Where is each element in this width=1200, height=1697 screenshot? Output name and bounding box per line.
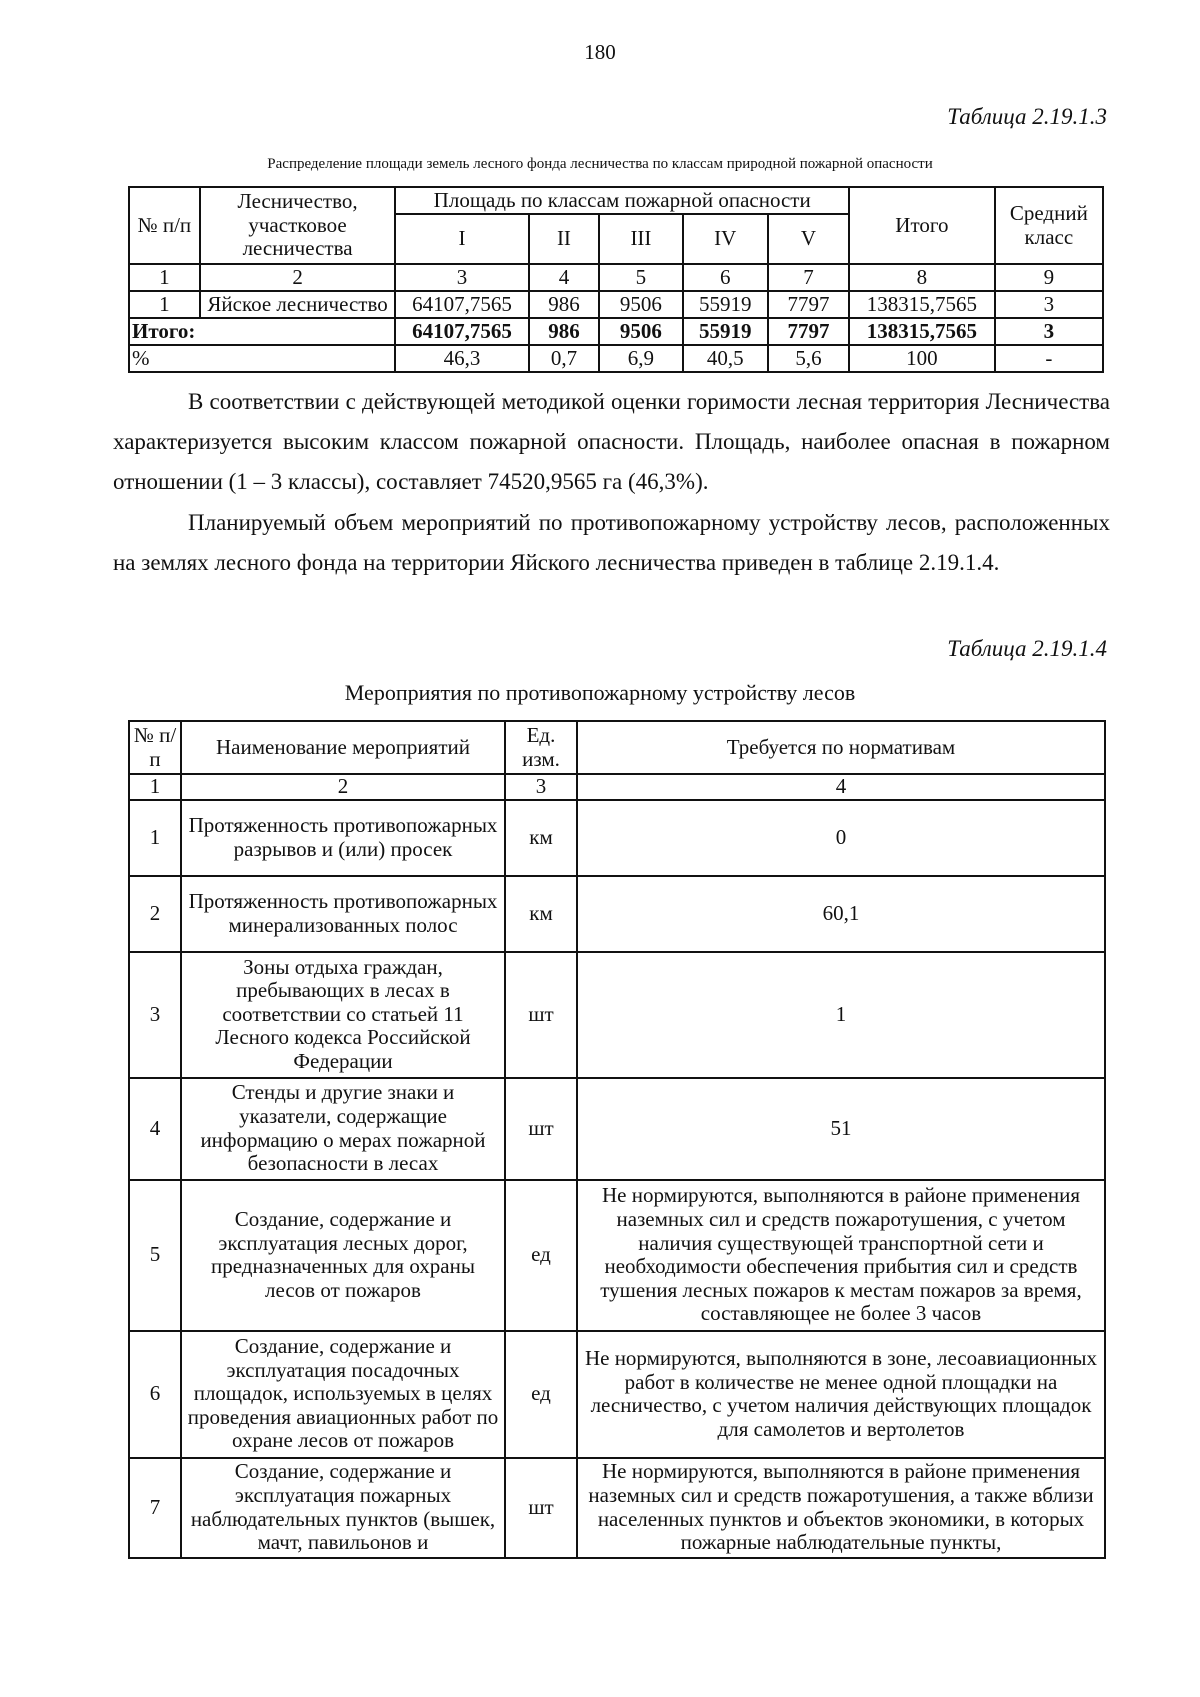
table-cell: Протяженность противопожарных разрывов и (или) просек bbox=[181, 800, 505, 876]
table-cell: 2 bbox=[129, 876, 181, 952]
table-cell: 138315,7565 bbox=[849, 291, 995, 318]
table-row bbox=[129, 1078, 1105, 1180]
table-row bbox=[129, 1458, 1105, 1558]
header-num: № п/п bbox=[129, 721, 181, 774]
table-cell: 3 bbox=[129, 952, 181, 1078]
table-cell: 3 bbox=[995, 291, 1103, 318]
header-class: V bbox=[768, 214, 849, 264]
table-cell: 55919 bbox=[683, 318, 768, 345]
table-cell: 8 bbox=[849, 264, 995, 291]
table-cell: 6,9 bbox=[599, 345, 682, 372]
header-total: Итого bbox=[849, 187, 995, 264]
table-cell: 100 bbox=[849, 345, 995, 372]
header-requirement: Требуется по нормативам bbox=[577, 721, 1105, 774]
total-row bbox=[129, 318, 1103, 345]
table-cell: 1 bbox=[129, 264, 200, 291]
table-cell: Создание, содержание и эксплуатация пожарных наблюдательных пунктов (вышек, мачт, павильонов и bbox=[181, 1458, 505, 1558]
table-cell: ед bbox=[505, 1331, 577, 1458]
table-cell: 1 bbox=[129, 774, 181, 800]
table-cell: шт bbox=[505, 1458, 577, 1558]
table-cell: 64107,7565 bbox=[395, 318, 528, 345]
header-forestry: Лесничество, участковое лесничества bbox=[200, 187, 396, 264]
header-num: № п/п bbox=[129, 187, 200, 264]
table-cell: Не нормируются, выполняются в районе применения наземных сил и средств пожаротушения, с учетом наличия существующей транспортной сети и необходимости обеспечения прибытия сил и средств тушения лесных пожаров к местам пожаров за время, составляющее не более 3 часов bbox=[577, 1180, 1105, 1331]
table-cell: 4 bbox=[129, 1078, 181, 1180]
table-cell: Стенды и другие знаки и указатели, содержащие информацию о мерах пожарной безопасности в лесах bbox=[181, 1078, 505, 1180]
table-cell: 3 bbox=[395, 264, 528, 291]
table-cell: 986 bbox=[529, 291, 600, 318]
table-cell: 7 bbox=[129, 1458, 181, 1558]
table-cell: 3 bbox=[505, 774, 577, 800]
table-cell: 1 bbox=[129, 800, 181, 876]
table-cell: 55919 bbox=[683, 291, 768, 318]
table-cell: 5 bbox=[129, 1180, 181, 1331]
table-cell: 5 bbox=[599, 264, 682, 291]
table-cell: 3 bbox=[995, 318, 1103, 345]
table-cell: 46,3 bbox=[395, 345, 528, 372]
table-cell: 64107,7565 bbox=[395, 291, 528, 318]
table-cell: 6 bbox=[683, 264, 768, 291]
table-cell: 1 bbox=[577, 952, 1105, 1078]
table1-title: Распределение площади земель лесного фонда лесничества по классам природной пожарной опасности bbox=[267, 156, 933, 172]
table-cell: 5,6 bbox=[768, 345, 849, 372]
table-cell: 7 bbox=[768, 264, 849, 291]
page-number: 180 bbox=[584, 40, 616, 64]
table-header-row bbox=[129, 721, 1105, 774]
table-cell: 9506 bbox=[599, 291, 682, 318]
table-header-row bbox=[129, 187, 1103, 214]
table-row bbox=[129, 1180, 1105, 1331]
table-cell: шт bbox=[505, 1078, 577, 1180]
percent-label: % bbox=[129, 345, 395, 372]
table-row bbox=[129, 952, 1105, 1078]
table-cell: 2 bbox=[181, 774, 505, 800]
table-row bbox=[129, 1331, 1105, 1458]
table-cell: Создание, содержание и эксплуатация посадочных площадок, используемых в целях проведения авиационных работ по охране лесов от пожаров bbox=[181, 1331, 505, 1458]
table-row bbox=[129, 800, 1105, 876]
table-cell: 1 bbox=[129, 291, 200, 318]
header-name: Наименование мероприятий bbox=[181, 721, 505, 774]
table-cell: шт bbox=[505, 952, 577, 1078]
table-cell: ед bbox=[505, 1180, 577, 1331]
fire-measures-table bbox=[128, 720, 1106, 1559]
table-cell: 4 bbox=[529, 264, 600, 291]
table-cell: Не нормируются, выполняются в районе применения наземных сил и средств пожаротушения, а также вблизи населенных пунктов и объектов экономики, в которых пожарные наблюдательные пункты, bbox=[577, 1458, 1105, 1558]
table-cell: Зоны отдыха граждан, пребывающих в лесах в соответствии со статьей 11 Лесного кодекса Российской Федерации bbox=[181, 952, 505, 1078]
table1-caption: Таблица 2.19.1.3 bbox=[947, 104, 1107, 129]
header-avg-class: Средний класс bbox=[995, 187, 1103, 264]
table-cell: км bbox=[505, 876, 577, 952]
table-cell: 138315,7565 bbox=[849, 318, 995, 345]
table-cell: км bbox=[505, 800, 577, 876]
header-class: IV bbox=[683, 214, 768, 264]
table-cell: 2 bbox=[200, 264, 396, 291]
column-number-row bbox=[129, 264, 1103, 291]
table-cell: Яйское лесничество bbox=[200, 291, 396, 318]
table-cell: - bbox=[995, 345, 1103, 372]
header-class: III bbox=[599, 214, 682, 264]
fire-class-table bbox=[128, 186, 1104, 373]
table-cell: 40,5 bbox=[683, 345, 768, 372]
percent-row bbox=[129, 345, 1103, 372]
table-cell: 7797 bbox=[768, 318, 849, 345]
table2-caption: Таблица 2.19.1.4 bbox=[947, 636, 1107, 661]
table-row bbox=[129, 876, 1105, 952]
header-class: I bbox=[395, 214, 528, 264]
table-cell: 51 bbox=[577, 1078, 1105, 1180]
table-cell: 0 bbox=[577, 800, 1105, 876]
table-cell: 0,7 bbox=[529, 345, 600, 372]
table-cell: 9 bbox=[995, 264, 1103, 291]
column-number-row bbox=[129, 774, 1105, 800]
total-label: Итого: bbox=[129, 318, 395, 345]
header-class: II bbox=[529, 214, 600, 264]
table-cell: Не нормируются, выполняются в зоне, лесоавиационных работ в количестве не менее одной площадки на лесничество, с учетом наличия действующих площадок для самолетов и вертолетов bbox=[577, 1331, 1105, 1458]
body-paragraph: Планируемый объем мероприятий по противопожарному устройству лесов, расположенных на землях лесного фонда на территории Яйского лесничества приведен в таблице 2.19.1.4. bbox=[113, 510, 1110, 575]
table-cell: Протяженность противопожарных минерализованных полос bbox=[181, 876, 505, 952]
table-cell: 9506 bbox=[599, 318, 682, 345]
table-cell: 7797 bbox=[768, 291, 849, 318]
table-cell: 986 bbox=[529, 318, 600, 345]
header-area-group: Площадь по классам пожарной опасности bbox=[395, 187, 849, 214]
table2-title: Мероприятия по противопожарному устройству лесов bbox=[344, 680, 856, 705]
header-unit: Ед. изм. bbox=[505, 721, 577, 774]
table-cell: 4 bbox=[577, 774, 1105, 800]
table-cell: 6 bbox=[129, 1331, 181, 1458]
body-paragraph: В соответствии с действующей методикой оценки горимости лесная территория Лесничества характеризуется высоким классом пожарной опасности. Площадь, наиболее опасная в пожарном отношении (1 – 3 классы), составляет 74520,9565 га (46,3%). bbox=[113, 389, 1110, 494]
table-row bbox=[129, 291, 1103, 318]
table-cell: 60,1 bbox=[577, 876, 1105, 952]
table-cell: Создание, содержание и эксплуатация лесных дорог, предназначенных для охраны лесов от пожаров bbox=[181, 1180, 505, 1331]
